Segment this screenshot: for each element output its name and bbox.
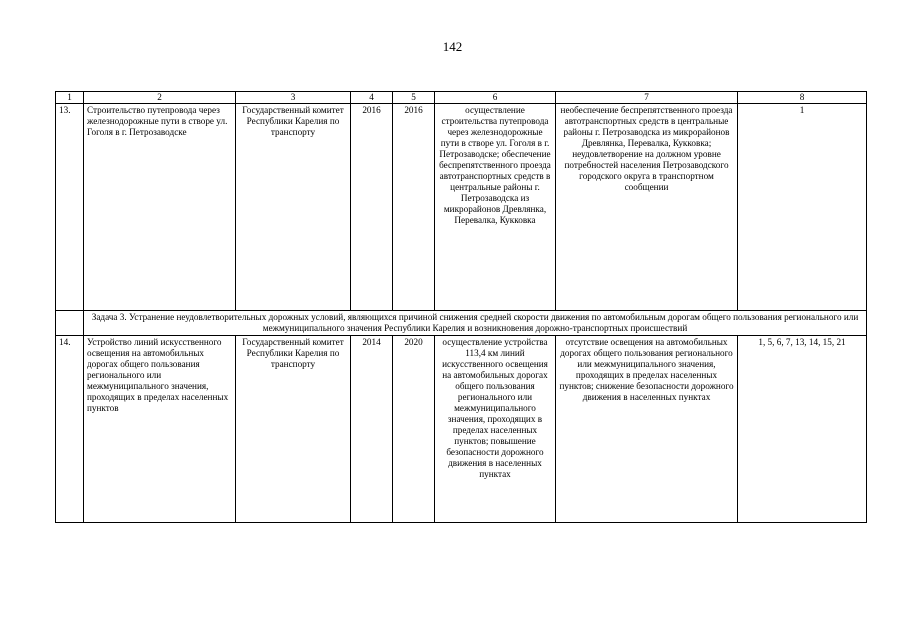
start-year: 2014 xyxy=(351,336,393,523)
executor: Государственный комитет Республики Карелия по транспорту xyxy=(236,336,351,523)
measure-name: Строительство путепровода через железнодорожные пути в створе ул. Гоголя в г. Петрозаводске xyxy=(84,104,236,311)
indicators: 1, 5, 6, 7, 13, 14, 15, 21 xyxy=(738,336,867,523)
column-header: 1 xyxy=(56,92,84,104)
consequences: необеспечение беспрепятственного проезда автотранспортных средств в центральные районы г. Петрозаводска из микрорайонов Древлянка, Перевалка, Кукковка; неудовлетворение на должном уровне потребностей населения Петрозаводского городского округа в транспортном сообщении xyxy=(556,104,738,311)
task-text: Задача 3. Устранение неудовлетворительных дорожных условий, являющихся причиной снижения средней скорости движения по автомобильным дорогам общего пользования регионального или межмуниципального значения Республики Карелия и возникновения дорожно-транспортных происшествий xyxy=(84,311,867,336)
page-number: 142 xyxy=(442,39,463,54)
table-row xyxy=(56,336,867,523)
column-header: 7 xyxy=(556,92,738,104)
end-year: 2016 xyxy=(393,104,435,311)
expected-result: осуществление строительства путепровода через железнодорожные пути в створе ул. Гоголя в г. Петрозаводске; обеспечение беспрепятственного проезда автотранспортных средств в центральные районы г. Петрозаводска из микрорайонов Древлянка, Перевалка, Кукковка xyxy=(435,104,556,311)
end-year: 2020 xyxy=(393,336,435,523)
task-row xyxy=(56,311,867,336)
column-header: 5 xyxy=(393,92,435,104)
expected-result: осуществление устройства 113,4 км линий искусственного освещения на автомобильных дорогах общего пользования регионального или межмуниципального значения, проходящих в пределах населенных пунктов; повышение безопасности дорожного движения в населенных пунктах xyxy=(435,336,556,523)
start-year: 2016 xyxy=(351,104,393,311)
table-row xyxy=(56,104,867,311)
consequences: отсутствие освещения на автомобильных дорогах общего пользования регионального или межмуниципального значения, проходящих в пределах населенных пунктов; снижение безопасности дорожного движения в населенных пунктах xyxy=(556,336,738,523)
measures-table xyxy=(55,91,867,523)
column-header: 8 xyxy=(738,92,867,104)
column-header: 2 xyxy=(84,92,236,104)
indicators: 1 xyxy=(738,104,867,311)
row-number: 13. xyxy=(56,104,84,311)
measure-name: Устройство линий искусственного освещения на автомобильных дорогах общего пользования регионального или межмуниципального значения, проходящих в пределах населенных пунктов xyxy=(84,336,236,523)
column-header: 6 xyxy=(435,92,556,104)
column-number-row xyxy=(56,92,867,104)
task-number-cell xyxy=(56,311,84,336)
column-header: 4 xyxy=(351,92,393,104)
row-number: 14. xyxy=(56,336,84,523)
executor: Государственный комитет Республики Карелия по транспорту xyxy=(236,104,351,311)
column-header: 3 xyxy=(236,92,351,104)
